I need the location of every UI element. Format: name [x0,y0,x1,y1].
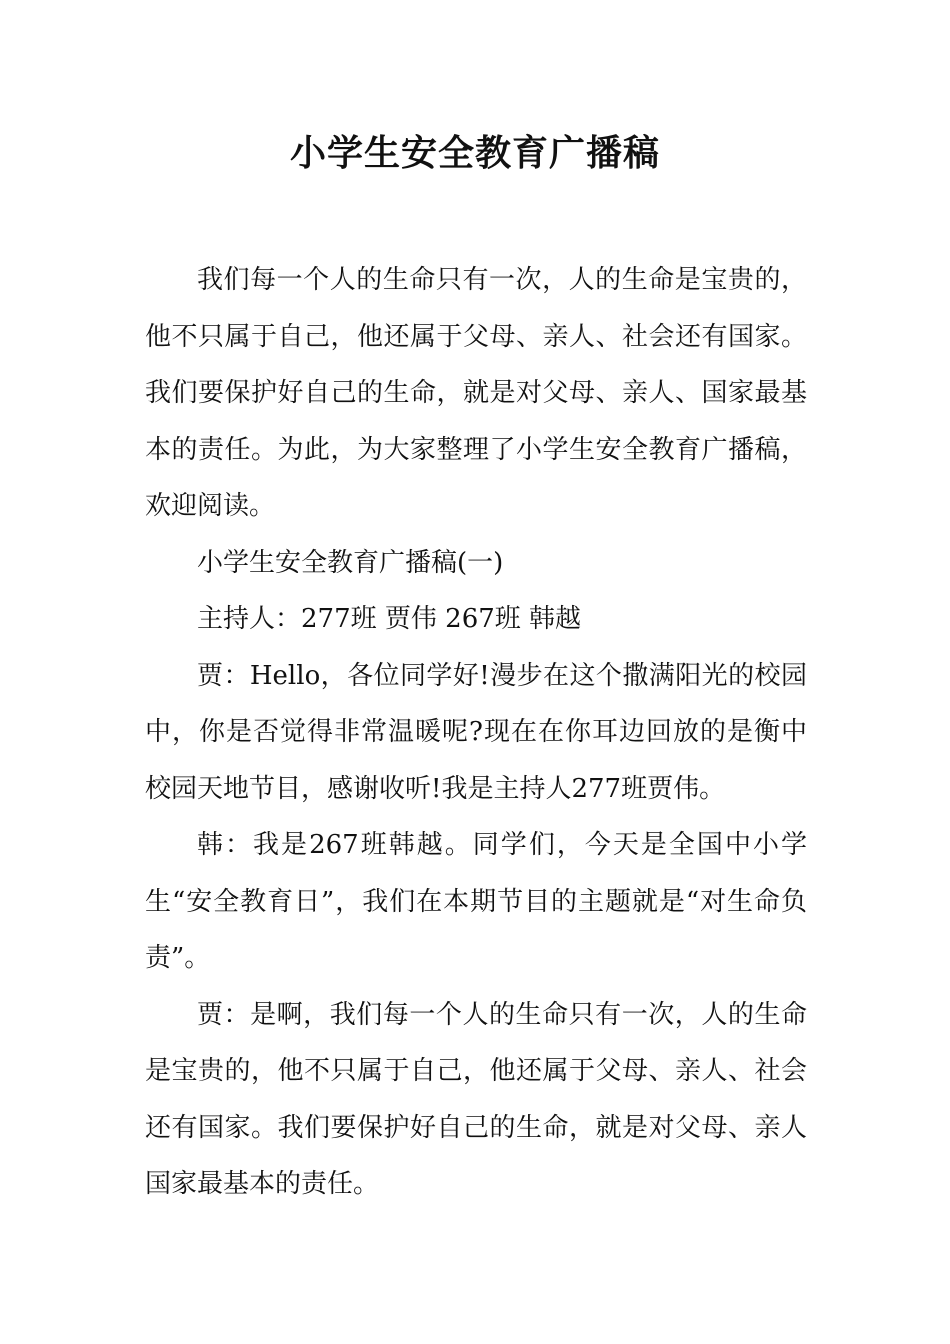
document-title: 小学生安全教育广播稿 [289,132,660,174]
intro-paragraph: 我们每一个人的生命只有一次，人的生命是宝贵的，他不只属于自己，他还属于父母、亲人、社会还有国家。我们要保护好自己的生命，就是对父母、亲人、国家最基本的责任。为此，为大家整理了小学生安全教育广播稿，欢迎阅读。 [145,265,807,521]
document-body [145,252,807,1213]
dialogue-paragraph: 贾：是啊，我们每一个人的生命只有一次，人的生命是宝贵的，他不只属于自己，他还属于父母、亲人、社会还有国家。我们要保护好自己的生命，就是对父母、亲人国家最基本的责任。 [145,999,807,1199]
hosts-line: 主持人：277班 贾伟 267班 韩越 [197,604,582,634]
dialogue-paragraph: 贾：Hello，各位同学好!漫步在这个撒满阳光的校园中，你是否觉得非常温暖呢?现在在你耳边回放的是衡中校园天地节目，感谢收听!我是主持人277班贾伟。 [145,660,807,804]
dialogue-paragraph: 韩：我是267班韩越。同学们，今天是全国中小学生“安全教育日”，我们在本期节目的主题就是“对生命负责”。 [145,830,807,973]
section-heading: 小学生安全教育广播稿(一) [197,547,504,578]
